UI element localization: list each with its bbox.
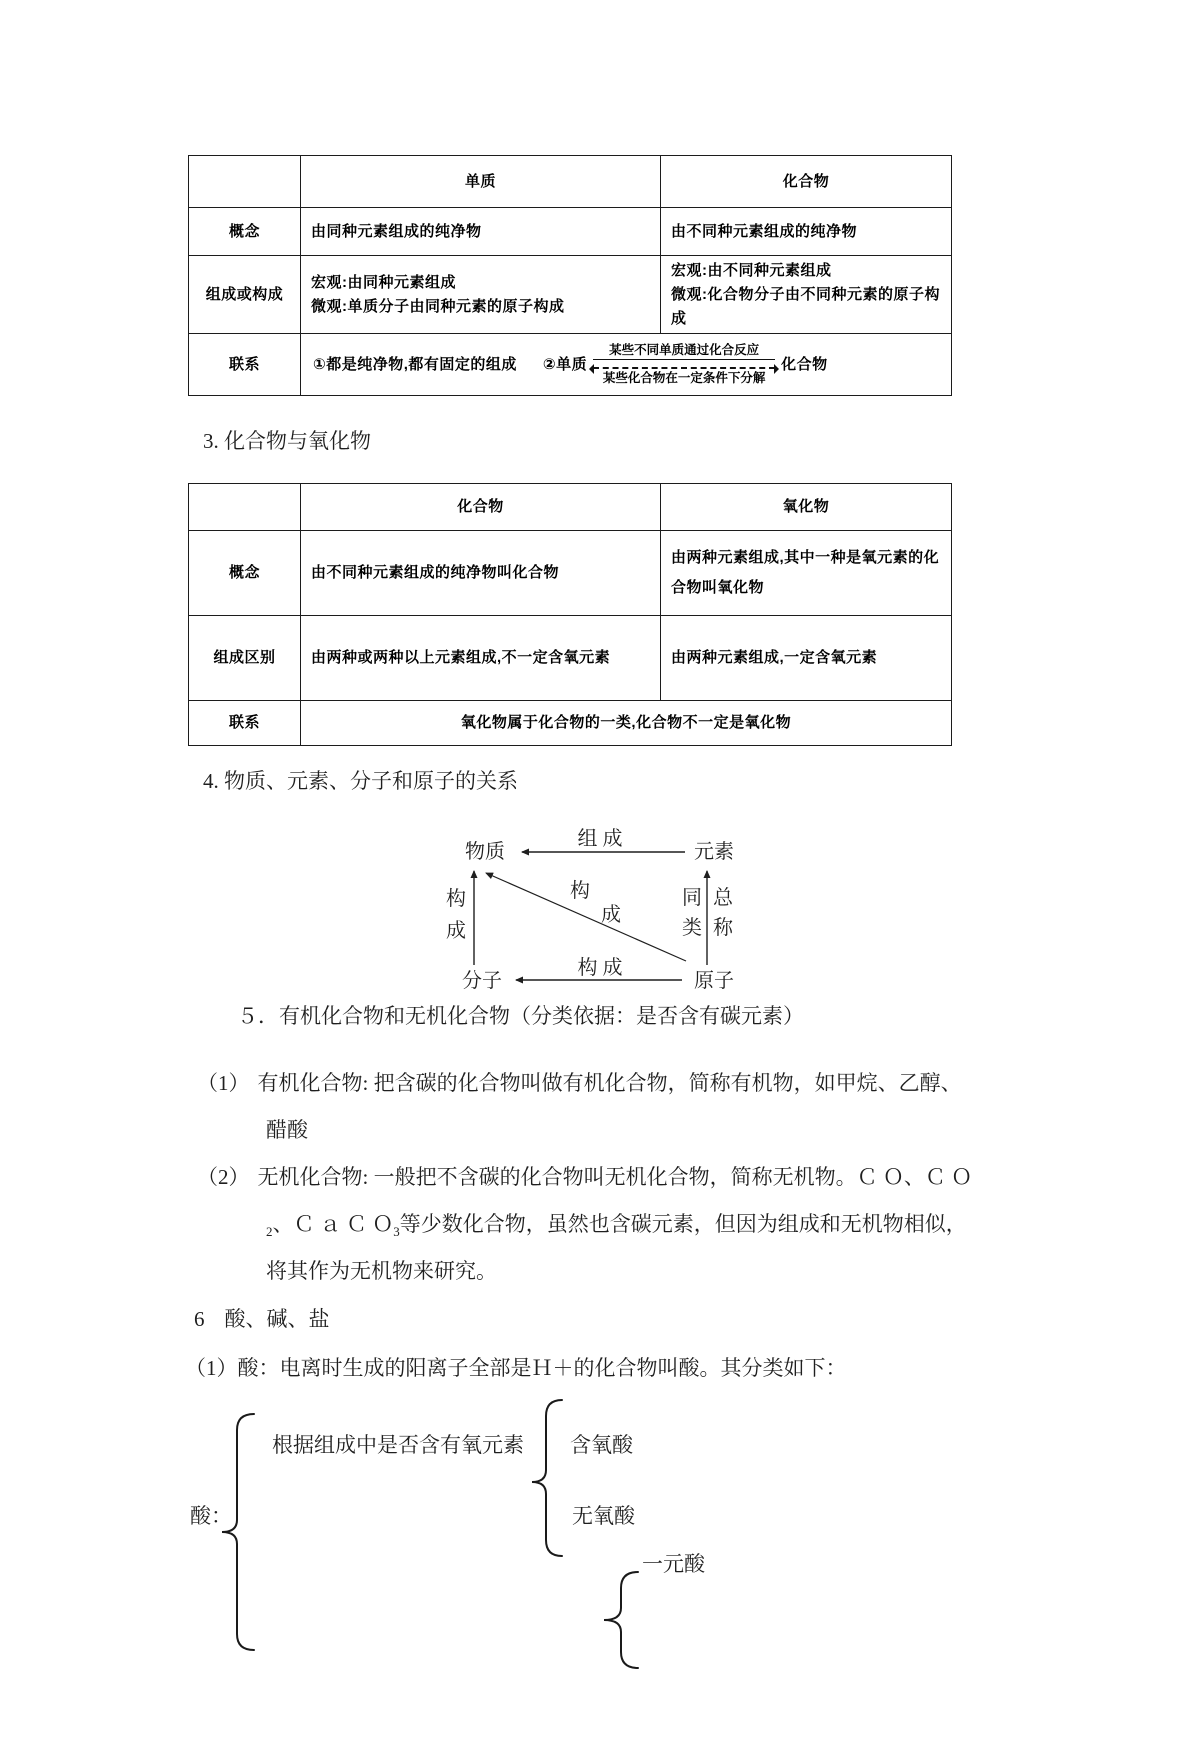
label-constitute-diag-2: 成 [601,904,621,926]
table-cell: 由两种元素组成,其中一种是氧元素的化合物叫氧化物 [661,531,952,616]
acid-option-oxygen-free: 无氧酸 [572,1504,635,1528]
heading-3: 3. 化合物与氧化物 [203,429,371,453]
row-label-composition: 组成或构成 [189,256,301,334]
heading-5: ５．有机化合物和无机化合物（分类依据：是否含有碳元素） [237,1004,804,1028]
list-marker-1: （1） [197,1071,250,1095]
row-label-concept: 概念 [189,208,301,256]
macro-line: 宏观:由同种元素组成 [311,273,456,291]
node-matter: 物质 [465,841,505,863]
heading-6-text: 酸、碱、盐 [224,1307,330,1331]
table-header-yanghuawu: 氧化物 [661,484,952,531]
micro-line: 微观:化合物分子由不同种元素的原子构成 [671,285,940,327]
label-constitute-left-2: 成 [446,920,466,942]
acid-option-oxy: 含氧酸 [570,1433,633,1457]
row-label-concept: 概念 [189,531,301,616]
table-cell: 由两种元素组成,一定含氧元素 [661,616,952,701]
table-cell-relation: 氧化物属于化合物的一类,化合物不一定是氧化物 [301,701,952,746]
label-general-1: 总 [713,887,733,909]
acid-definition-line: （1）酸：电离时生成的阳离子全部是Ｈ＋的化合物叫酸。其分类如下： [185,1356,847,1380]
relation-item1: ①都是纯净物,都有固定的组成 [313,355,517,373]
table-header-huahewu: 化合物 [661,156,952,208]
label-constitute-diag-1: 构 [570,880,590,902]
acid-criterion: 根据组成中是否含有氧元素 [272,1433,524,1457]
curly-brace-oxygen-criterion [532,1400,562,1556]
heading-6-number: 6 [194,1307,205,1331]
heading-4: 4. 物质、元素、分子和原子的关系 [203,769,518,793]
node-element: 元素 [694,841,734,863]
micro-line: 微观:单质分子由同种元素的原子构成 [311,297,565,315]
row-label-relation: 联系 [189,701,301,746]
para2-text: 无机化合物: 一般把不含碳的化合物叫无机化合物，简称无机物。Ｃ Ｏ、Ｃ Ｏ [257,1165,973,1189]
subscript-3: 3 [393,1224,400,1240]
label-general-2: 称 [713,917,733,939]
relation-item2-suffix: 化合物 [781,355,828,373]
table-cell: 由不同种元素组成的纯净物 [661,208,952,256]
macro-line: 宏观:由不同种元素组成 [671,261,832,279]
caco-text: 、Ｃ ａ Ｃ Ｏ [272,1212,394,1236]
row-label-relation: 联系 [189,334,301,396]
label-same-1: 同 [682,887,702,909]
node-molecule: 分子 [462,970,502,992]
acid-root: 酸： [190,1504,232,1528]
label-same-2: 类 [682,917,702,939]
para2-line3: 将其作为无机物来研究。 [266,1259,497,1283]
label-compose: 组 成 [577,828,623,850]
label-constitute-left-1: 构 [446,888,466,910]
table-header-huahewu: 化合物 [301,484,661,531]
para1-line2: 醋酸 [266,1118,308,1142]
table-cell: 由同种元素组成的纯净物 [301,208,661,256]
para2-line2-rest: 等少数化合物，虽然也含碳元素，但因为组成和无机物相似， [399,1212,967,1236]
subscript-2: 2 [266,1224,273,1240]
list-marker-2: （2） [197,1165,250,1189]
curly-brace-acid-root [222,1414,254,1650]
table-cell: 由两种或两种以上元素组成,不一定含氧元素 [301,616,661,701]
forward-condition: 某些不同单质通过化合反应 [593,343,775,360]
table-cell: 由不同种元素组成的纯净物叫化合物 [301,531,661,616]
reverse-condition: 某些化合物在一定条件下分解 [602,371,766,385]
curly-brace-proticity [604,1572,638,1668]
label-constitute-bottom: 构 成 [577,957,623,979]
para1-text: 有机化合物: 把含碳的化合物叫做有机化合物，简称有机物，如甲烷、乙醇、 [257,1071,962,1095]
table-header-danzhi: 单质 [301,156,661,208]
acid-option-monoprotic: 一元酸 [642,1552,705,1576]
node-atom: 原子 [694,970,734,992]
relation-item2-prefix: ②单质 [542,355,588,373]
row-label-difference: 组成区别 [189,616,301,701]
